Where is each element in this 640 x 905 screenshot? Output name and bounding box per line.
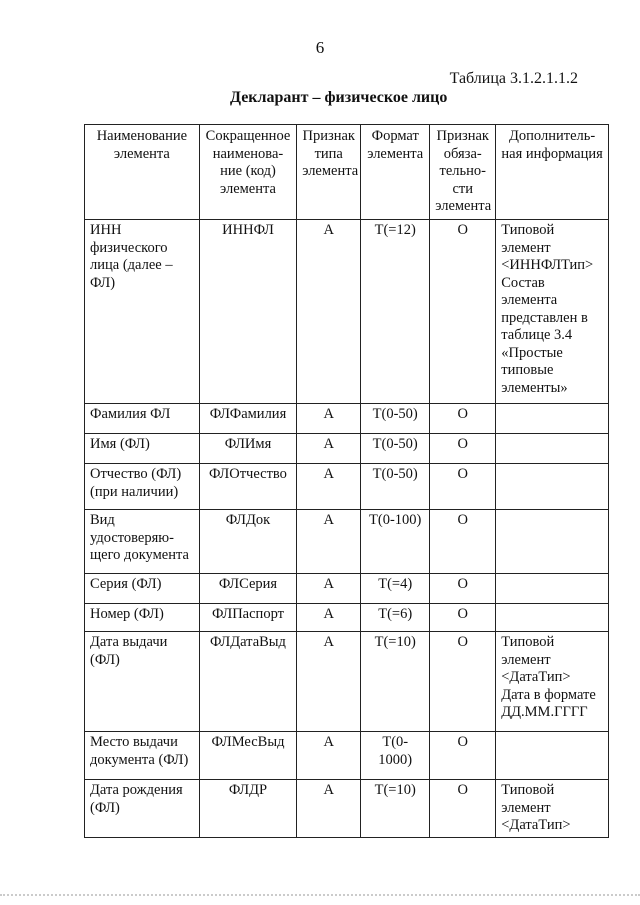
- cell-short-name: ФЛСерия: [199, 574, 296, 604]
- cell-additional-info: Типовой элемент <ИННФЛТип> Состав элемента представлен в таблице 3.4 «Простые типовые элементы»: [496, 220, 609, 404]
- cell-required-flag: О: [430, 604, 496, 632]
- table-row: [85, 434, 609, 464]
- cell-required-flag: О: [430, 220, 496, 404]
- page-number: 6: [315, 38, 325, 57]
- cell-required-flag: О: [430, 510, 496, 574]
- cell-element-name: Отчество (ФЛ) (при наличии): [85, 464, 200, 510]
- cell-additional-info: [496, 732, 609, 780]
- cell-element-name: Вид удостоверяю-щего документа: [85, 510, 200, 574]
- cell-type-flag: А: [297, 732, 361, 780]
- cell-required-flag: О: [430, 574, 496, 604]
- cell-additional-info: [496, 434, 609, 464]
- cell-format: Т(=6): [361, 604, 430, 632]
- cell-element-name: Номер (ФЛ): [85, 604, 200, 632]
- cell-format: Т(=12): [361, 220, 430, 404]
- cell-element-name: Дата рождения (ФЛ): [85, 780, 200, 838]
- table-row: [85, 404, 609, 434]
- table-row: [85, 732, 609, 780]
- cell-type-flag: А: [297, 510, 361, 574]
- cell-type-flag: А: [297, 780, 361, 838]
- cell-format: Т(=10): [361, 780, 430, 838]
- cell-additional-info: [496, 604, 609, 632]
- table-row: [85, 220, 609, 404]
- cell-short-name: ФЛДР: [199, 780, 296, 838]
- cell-short-name: ИННФЛ: [199, 220, 296, 404]
- cell-element-name: Серия (ФЛ): [85, 574, 200, 604]
- cell-required-flag: О: [430, 632, 496, 732]
- cell-required-flag: О: [430, 780, 496, 838]
- cell-short-name: ФЛФамилия: [199, 404, 296, 434]
- table-row: [85, 780, 609, 838]
- table-row: [85, 632, 609, 732]
- header-required-flag: Признак обяза-тельно-сти элемента: [430, 125, 496, 220]
- cell-additional-info: Типовой элемент <ДатаТип> Дата в формате ДД.ММ.ГГГГ: [496, 632, 609, 732]
- cell-format: Т(=4): [361, 574, 430, 604]
- cell-type-flag: А: [297, 404, 361, 434]
- cell-required-flag: О: [430, 732, 496, 780]
- cell-additional-info: [496, 574, 609, 604]
- header-format: Формат элемента: [361, 125, 430, 220]
- cell-short-name: ФЛПаспорт: [199, 604, 296, 632]
- scan-edge-marks: [0, 894, 640, 900]
- table-row: [85, 464, 609, 510]
- header-type-flag: Признак типа элемента: [297, 125, 361, 220]
- cell-element-name: Фамилия ФЛ: [85, 404, 200, 434]
- document-title: Декларант – физическое лицо: [230, 89, 448, 106]
- cell-element-name: Дата выдачи (ФЛ): [85, 632, 200, 732]
- cell-short-name: ФЛДатаВыд: [199, 632, 296, 732]
- cell-required-flag: О: [430, 464, 496, 510]
- cell-required-flag: О: [430, 434, 496, 464]
- cell-format: Т(=10): [361, 632, 430, 732]
- cell-short-name: ФЛОтчество: [199, 464, 296, 510]
- cell-format: Т(0-50): [361, 464, 430, 510]
- cell-required-flag: О: [430, 404, 496, 434]
- header-short-name: Сокращенное наименова-ние (код) элемента: [199, 125, 296, 220]
- table-row: [85, 510, 609, 574]
- cell-short-name: ФЛМесВыд: [199, 732, 296, 780]
- header-element-name: Наименование элемента: [85, 125, 200, 220]
- cell-element-name: Имя (ФЛ): [85, 434, 200, 464]
- cell-type-flag: А: [297, 464, 361, 510]
- cell-short-name: ФЛИмя: [199, 434, 296, 464]
- cell-type-flag: А: [297, 434, 361, 464]
- table-row: [85, 574, 609, 604]
- cell-type-flag: А: [297, 220, 361, 404]
- table-row: [85, 604, 609, 632]
- cell-type-flag: А: [297, 632, 361, 732]
- cell-additional-info: [496, 510, 609, 574]
- cell-additional-info: [496, 404, 609, 434]
- table-reference: Таблица 3.1.2.1.1.2: [449, 70, 578, 87]
- cell-format: Т(0-50): [361, 434, 430, 464]
- cell-additional-info: Типовой элемент <ДатаТип>: [496, 780, 609, 838]
- declarant-table: [84, 124, 609, 838]
- cell-format: Т(0-100): [361, 510, 430, 574]
- cell-short-name: ФЛДок: [199, 510, 296, 574]
- cell-type-flag: А: [297, 604, 361, 632]
- header-row: [85, 125, 609, 220]
- table-header: [85, 125, 609, 220]
- cell-additional-info: [496, 464, 609, 510]
- header-additional-info: Дополнитель-ная информация: [496, 125, 609, 220]
- cell-format: Т(0-1000): [361, 732, 430, 780]
- cell-format: Т(0-50): [361, 404, 430, 434]
- cell-element-name: ИНН физического лица (далее – ФЛ): [85, 220, 200, 404]
- cell-element-name: Место выдачи документа (ФЛ): [85, 732, 200, 780]
- cell-type-flag: А: [297, 574, 361, 604]
